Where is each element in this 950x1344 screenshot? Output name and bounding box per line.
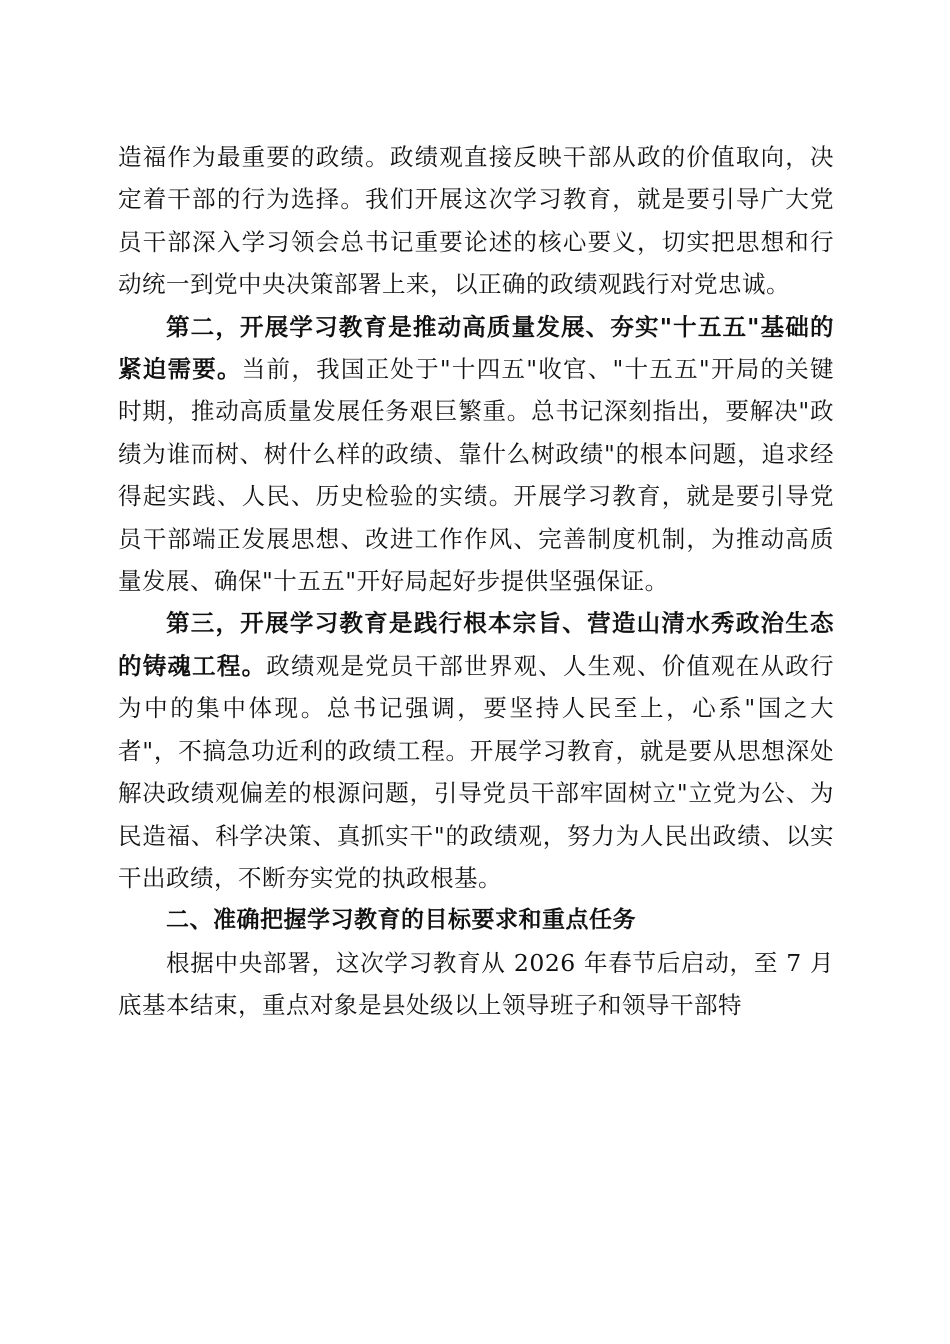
- point-three-paragraph: [118, 602, 834, 899]
- continuation-paragraph: 造福作为最重要的政绩。政绩观直接反映干部从政的价值取向，决定着干部的行为选择。我们开展这次学习教育，就是要引导广大党员干部深入学习领会总书记重要论述的核心要义，切实把思想和行动统一到党中央决策部署上来，以正确的政绩观践行对党忠诚。: [118, 143, 834, 299]
- document-page: [118, 136, 834, 1027]
- point-three-lead: 第三，开展学习教育是践行根本宗旨、营造山清水秀政治生态的铸魂工程。: [118, 609, 834, 680]
- point-three-body: 政绩观是党员干部世界观、人生观、价值观在从政行为中的集中体现。总书记强调，要坚持人民至上，心系"国之大者"，不搞急功近利的政绩工程。开展学习教育，就是要从思想深处解决政绩观偏差的根源问题，引导党员干部牢固树立"立党为公、为民造福、科学决策、真抓实干"的政绩观，努力为人民出政绩、以实干出政绩，不断夯实党的执政根基。: [118, 651, 835, 892]
- section-two-paragraph: 根据中央部署，这次学习教育从 2026 年春节后启动，至 7 月底基本结束，重点对象是县处级以上领导班子和领导干部特: [118, 948, 834, 1020]
- section-two-heading: 二、准确把握学习教育的目标要求和重点任务: [166, 907, 636, 934]
- point-two-body: 当前，我国正处于"十四五"收官、"十五五"开局的关键时期，推动高质量发展任务艰巨繁重。总书记深刻指出，要解决"政绩为谁而树、树什么样的政绩、靠什么树政绩"的根本问题，追求经得起实践、人民、历史检验的实绩。开展学习教育，就是要引导党员干部端正发展思想、改进工作作风、完善制度机制，为推动高质量发展、确保"十五五"开好局起好步提供坚强保证。: [118, 355, 834, 596]
- point-two-paragraph: [118, 306, 834, 603]
- point-two-lead: 第二，开展学习教育是推动高质量发展、夯实"十五五"基础的紧迫需要。: [118, 312, 834, 384]
